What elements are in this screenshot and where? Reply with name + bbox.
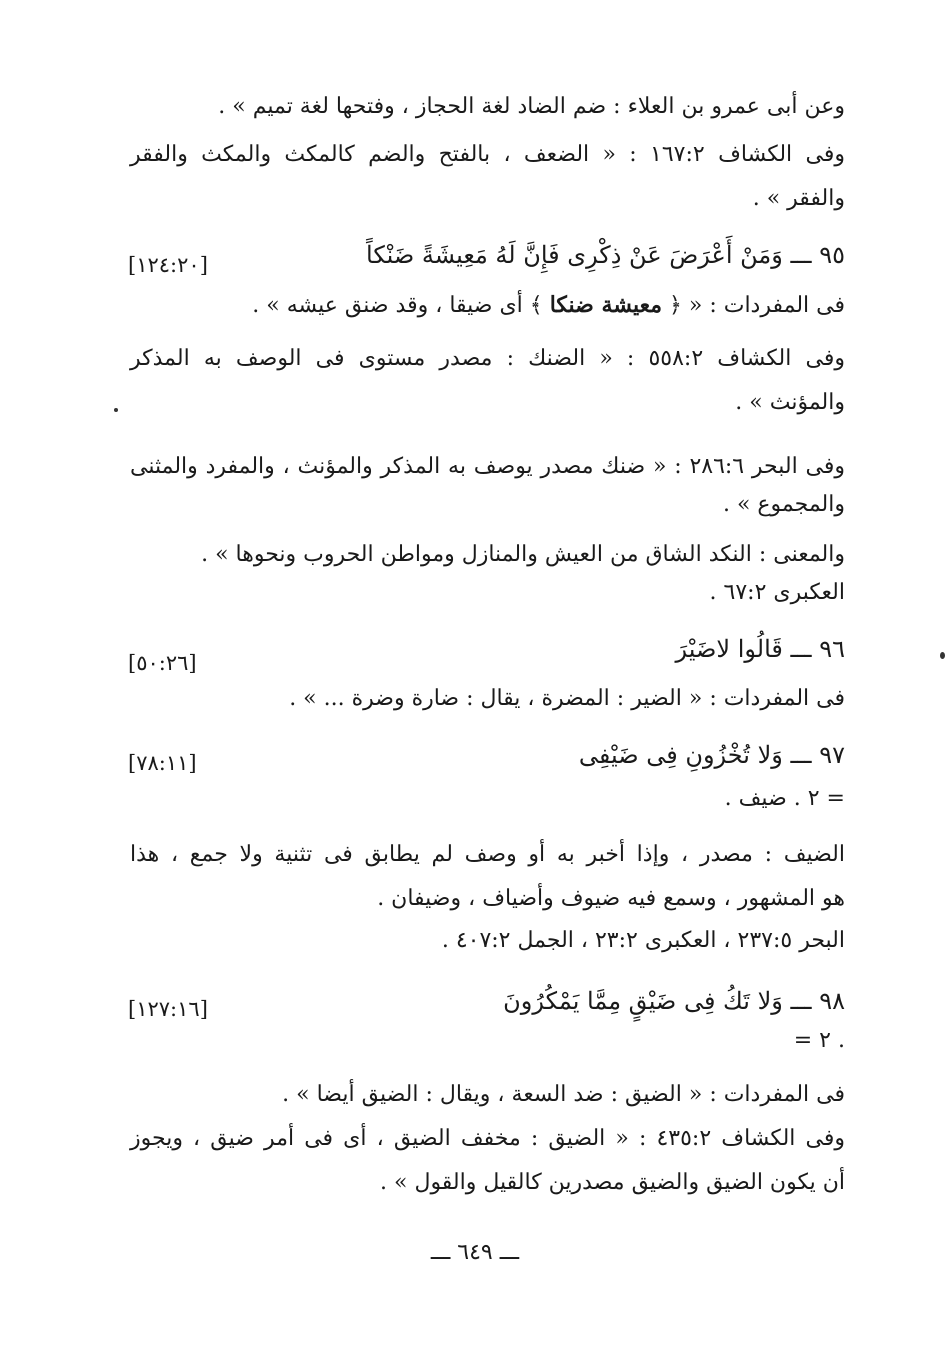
text-line: وفى الكشاف ٤٣٥:٢ : « الضيق : مخفف الضيق ، أى فى أمر ضيق ، ويجوز bbox=[130, 1126, 845, 1151]
text-line: = ٢ . ضيف . bbox=[724, 786, 845, 811]
text-line bbox=[252, 290, 845, 321]
text-line: فى المفردات : « الضير : المضرة ، يقال : ضارة وضرة ... » . bbox=[289, 686, 845, 711]
text-line: وعن أبى عمرو بن العلاء : ضم الضاد لغة الحجاز ، وفتحها لغة تميم » . bbox=[218, 94, 845, 119]
verse-96: ٩٦ ـــ قَالُوا لاضَيْرَ bbox=[675, 635, 845, 663]
stray-mark bbox=[114, 408, 118, 412]
text-line: والفقر » . bbox=[752, 186, 845, 211]
verse-97-reference: [٧٨:١١] bbox=[128, 751, 197, 775]
text-line: والمعنى : النكد الشاق من العيش والمنازل ومواطن الحروب ونحوها » . bbox=[201, 542, 845, 567]
verse-98-reference: [١٢٧:١٦] bbox=[128, 997, 208, 1021]
verse-95-reference: [١٢٤:٢٠] bbox=[128, 253, 208, 277]
stray-mark bbox=[940, 652, 945, 659]
text-line: البحر ٢٣٧:٥ ، العكبرى ٢٣:٢ ، الجمل ٤٠٧:٢ . bbox=[441, 928, 845, 953]
verse-97: ٩٧ ـــ وَلا تُخْزُونِ فِى ضَيْفِى bbox=[578, 741, 845, 769]
verse-95: ٩٥ ـــ وَمَنْ أَعْرَضَ عَنْ ذِكْرِى فَإِنَّ لَهُ مَعِيشَةً ضَنْكاً bbox=[366, 241, 845, 269]
text-line: والمجموع » . bbox=[722, 492, 845, 517]
text-segment: فى المفردات : « ﴿ bbox=[668, 293, 845, 318]
verse-98: ٩٨ ـــ وَلا تَكُ فِى ضَيْقٍ مِمَّا يَمْكُرُونَ bbox=[503, 987, 845, 1015]
text-line: = ٢ . bbox=[793, 1028, 845, 1053]
text-line: والمؤنث » . bbox=[735, 390, 845, 415]
text-line: فى المفردات : « الضيق : ضد السعة ، ويقال : الضيق أيضا » . bbox=[282, 1082, 845, 1107]
quoted-phrase: معيشة ضنكا bbox=[549, 292, 662, 318]
text-segment: ﴾ أى ضيقا ، وقد ضنق عيشه » . bbox=[252, 293, 543, 318]
text-line: هو المشهور ، وسمع فيه ضيوف وأضياف ، وضيفان . bbox=[377, 886, 845, 911]
text-line: وفى الكشاف ١٦٧:٢ : « الضعف ، بالفتح والضم كالمكث والمكث والفقر bbox=[130, 142, 845, 167]
page-number: ـــ ٦٤٩ ـــ bbox=[430, 1240, 520, 1265]
text-line: وفى البحر ٢٨٦:٦ : « ضنك مصدر يوصف به المذكر والمؤنث ، والمفرد والمثنى bbox=[130, 454, 845, 479]
text-line: الضيف : مصدر ، وإذا أخبر به أو وصف لم يطابق فى تثنية ولا جمع ، هذا bbox=[130, 842, 845, 867]
text-line: وفى الكشاف ٥٥٨:٢ : « الضنك : مصدر مستوى فى الوصف به المذكر bbox=[130, 346, 845, 371]
verse-96-reference: [٥٠:٢٦] bbox=[128, 651, 197, 675]
text-line: العكبرى ٦٧:٢ . bbox=[709, 580, 845, 605]
text-line: أن يكون الضيق والضيق مصدرين كالقيل والقول » . bbox=[380, 1170, 845, 1195]
